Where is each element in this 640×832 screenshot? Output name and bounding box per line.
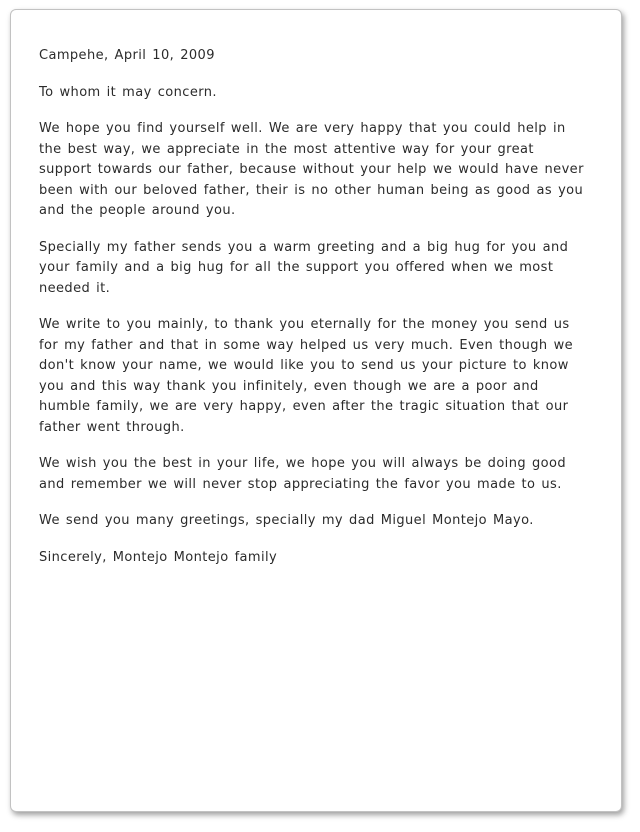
letter-date-line: Campehe, April 10, 2009 bbox=[39, 48, 215, 63]
letter-salutation: To whom it may concern. bbox=[39, 84, 217, 100]
letter-paragraph-2: Specially my father sends you a warm greeting and a big hug for you and your family and a big hug for all the support you offered when we most needed it. bbox=[39, 239, 569, 296]
letter-paragraph-1: We hope you find yourself well. We are very happy that you could help in the best way, we appreciate in the most attentive way for your great support towards our father, because without your help we would have never been with our beloved father, their is no other human being as good as you and the people around you. bbox=[39, 121, 584, 218]
letter-body bbox=[39, 46, 589, 568]
letter-closing: Sincerely, Montejo Montejo family bbox=[39, 549, 278, 565]
letter-paragraph-4: We wish you the best in your life, we hope you will always be doing good and remember we will never stop appreciating the favor you made to us. bbox=[39, 456, 567, 492]
letter-page bbox=[10, 9, 622, 812]
letter-paragraph-5: We send you many greetings, specially my dad Miguel Montejo Mayo. bbox=[39, 513, 534, 528]
letter-paragraph-3: We write to you mainly, to thank you eternally for the money you send us for my father and that in some way helped us very much. Even though we don't know your name, we would like you to send us your picture to know you and this way thank you infinitely, even though we are a poor and humble family, we are very happy, even after the tragic situation that our father went through. bbox=[39, 317, 574, 435]
